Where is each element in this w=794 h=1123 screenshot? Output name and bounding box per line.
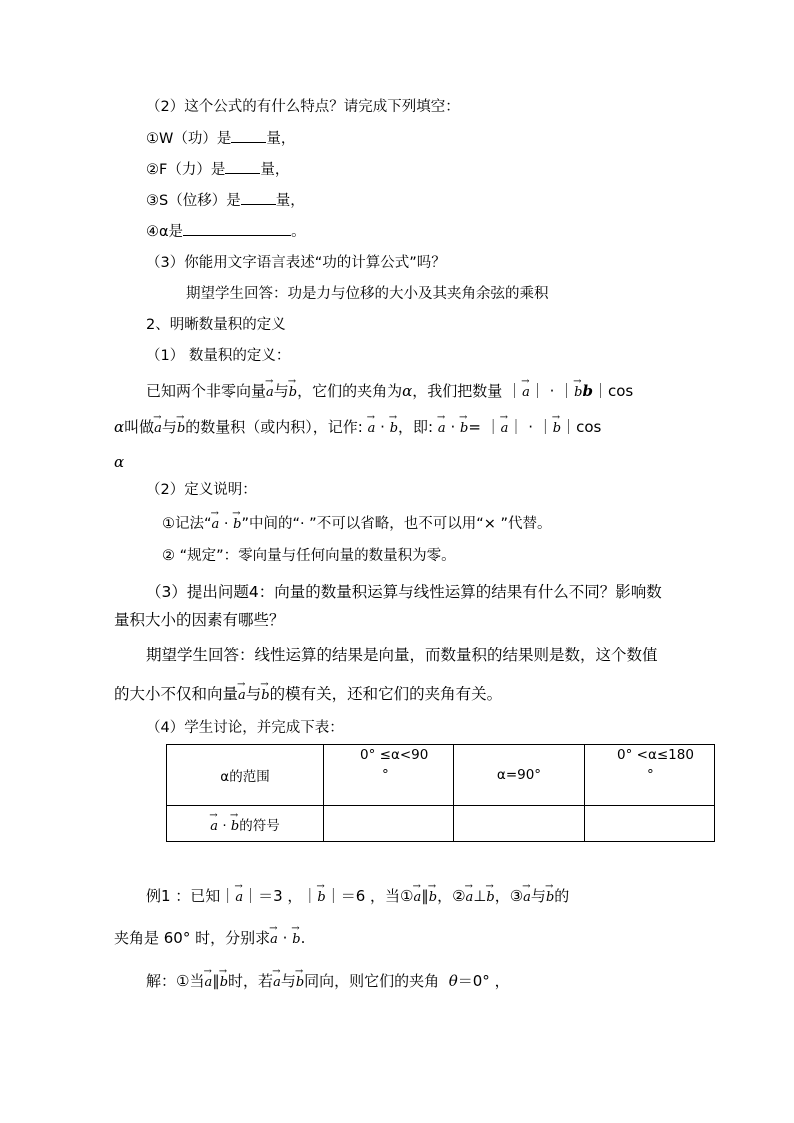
vector-b: → b <box>231 816 239 834</box>
text: ＝0° ， <box>457 972 510 990</box>
parallel-symbol: ∥ <box>421 887 429 905</box>
vector-a: → a <box>273 972 281 990</box>
text: . <box>300 929 306 947</box>
text: 与 <box>280 972 296 990</box>
vector-b: → b <box>317 887 325 905</box>
text: ”中间的“· ”不可以省略，也不可以用“× ”代替。 <box>241 516 552 532</box>
vector-b: → b <box>553 418 561 436</box>
definition-note-1 <box>162 514 551 534</box>
vector-a: → a <box>154 418 162 436</box>
text: ｜＝3 ，｜ <box>243 887 318 905</box>
vector-a: → a <box>235 887 243 905</box>
sign-cell-right[interactable] <box>454 806 585 842</box>
row-label-range <box>167 745 324 806</box>
alpha-symbol: α <box>402 382 413 400</box>
sign-cell-obtuse[interactable] <box>585 806 715 842</box>
range-acute <box>324 745 454 806</box>
definition-note-title: （2）定义说明： <box>146 482 257 498</box>
text: α的范围 <box>220 769 270 785</box>
vector-a: → a <box>368 418 376 436</box>
q2-force-line <box>146 159 289 180</box>
text: ①记法“ <box>162 516 212 532</box>
dot: · <box>450 418 456 436</box>
table-intro: （4）学生讨论，并完成下表： <box>146 720 344 736</box>
section-title: 2、明晰数量积的定义 <box>146 317 286 333</box>
definition-note-2: ② “规定”：零向量与任何向量的数量积为零。 <box>162 548 456 564</box>
vector-b: → b <box>292 929 300 947</box>
q2-alpha-line <box>146 221 306 242</box>
dot: · <box>380 418 385 436</box>
question-4-answer-1: 期望学生回答：线性运算的结果是向量，而数量积的结果则是数，这个数值 <box>146 646 658 664</box>
vector-b: → b <box>296 972 304 990</box>
q2-work-label: ①W（功）是 <box>146 131 232 147</box>
vector-b: → b <box>289 382 297 400</box>
text: 的模有关，还和它们的夹角有关。 <box>269 685 503 703</box>
vector-b: → b <box>574 382 582 400</box>
definition-subtitle: （1） 数量积的定义： <box>146 348 291 364</box>
vector-a: → a <box>413 887 421 905</box>
work-blank[interactable] <box>231 128 266 143</box>
question-4-line-1: （3）提出问题4：向量的数量积运算与线性运算的结果有什么不同？影响数 <box>146 583 662 601</box>
q3-question: （3）你能用文字语言表述“功的计算公式”吗？ <box>146 255 446 271</box>
q2-work-suffix: 量， <box>266 131 296 147</box>
definition-line-2 <box>114 417 601 437</box>
text: = ｜ <box>468 418 501 436</box>
table-row <box>167 745 715 806</box>
text: ｜ · ｜ <box>529 382 575 400</box>
text: 与 <box>161 418 177 436</box>
text: ，③ <box>494 887 524 905</box>
vector-b: → b <box>429 887 437 905</box>
definition-line-3 <box>114 452 124 472</box>
q2-displacement-label: ③S（位移）是 <box>146 193 241 209</box>
text: 例1 ：已知｜ <box>146 887 236 905</box>
vector-a: → a <box>210 816 218 834</box>
text: ｜cos <box>561 418 602 436</box>
text: ° <box>382 767 389 783</box>
perpendicular-symbol: ⊥ <box>473 887 487 905</box>
vector-b: → b <box>486 887 494 905</box>
text: 0° ≤α<90 <box>360 747 429 763</box>
vector-b: → b <box>390 418 398 436</box>
range-right <box>454 745 585 806</box>
vector-a: → a <box>501 418 509 436</box>
vector-b: → b <box>233 514 241 532</box>
vector-a: → a <box>204 972 212 990</box>
vector-b: → b <box>460 418 468 436</box>
question-4-answer-2 <box>114 684 502 704</box>
text: 的符号 <box>239 817 280 834</box>
text: ，② <box>437 887 466 905</box>
example-1-line-1 <box>146 886 569 906</box>
q2-force-label: ②F（力）是 <box>146 162 226 178</box>
vector-a: → a <box>522 382 530 400</box>
dot: · <box>223 516 229 532</box>
q2-force-suffix: 量， <box>260 162 290 178</box>
parallel-symbol: ∥ <box>212 972 220 990</box>
alpha-blank[interactable] <box>183 221 291 236</box>
text: 的 <box>554 887 570 905</box>
vector-b: → b <box>220 972 228 990</box>
force-blank[interactable] <box>225 159 260 174</box>
text: 与 <box>245 685 262 703</box>
vector-b: → b <box>177 418 185 436</box>
sign-cell-acute[interactable] <box>324 806 454 842</box>
text: ｜ · ｜ <box>508 418 553 436</box>
q2-work-line <box>146 128 295 149</box>
text: ，它们的夹角为 <box>297 382 403 400</box>
text: 已知两个非零向量 <box>146 382 267 400</box>
text: ，即: <box>398 418 434 436</box>
alpha-symbol: α <box>114 453 125 471</box>
text: α=90° <box>496 767 542 783</box>
text: 同向，则它们的夹角 <box>304 972 440 990</box>
text: 0° <α≤180 <box>617 747 694 763</box>
text: ｜cos <box>592 382 634 400</box>
text: 与 <box>530 887 546 905</box>
row-label-sign <box>167 806 324 842</box>
text: ｜＝6 ，当① <box>325 887 414 905</box>
vector-a: → a <box>238 685 246 703</box>
vector-a: → a <box>270 929 278 947</box>
text: 时，若 <box>228 972 274 990</box>
q2-alpha-suffix: 。 <box>291 224 306 240</box>
text: 夹角是 60° 时，分别求 <box>114 929 271 947</box>
text: ，我们把数量 ｜ <box>412 382 523 400</box>
dot: · <box>282 929 288 947</box>
q3-answer: 期望学生回答：功是力与位移的大小及其夹角余弦的乘积 <box>186 286 549 302</box>
theta-symbol: θ <box>448 972 458 990</box>
range-obtuse <box>585 745 715 806</box>
vector-b: → b <box>546 887 554 905</box>
sign-table <box>166 744 715 842</box>
vector-a: → a <box>266 382 274 400</box>
text: ° <box>647 767 654 783</box>
text: 叫做 <box>124 418 155 436</box>
solution-line <box>146 971 510 991</box>
vector-b: → b <box>261 685 269 703</box>
text: 的数量积（或内积），记作: <box>185 418 363 436</box>
question-4-line-2: 量积大小的因素有哪些？ <box>114 611 285 629</box>
dot: · <box>222 817 227 834</box>
vector-a: → a <box>212 514 220 532</box>
q2-question: （2）这个公式的有什么特点？请完成下列填空： <box>146 99 460 115</box>
vector-a: → a <box>466 887 474 905</box>
definition-line-1 <box>146 381 633 401</box>
text: 与 <box>273 382 289 400</box>
displacement-blank[interactable] <box>241 190 276 205</box>
text: 的大小不仅和向量 <box>114 685 239 703</box>
alpha-symbol: α <box>114 418 125 436</box>
table-row <box>167 806 715 842</box>
text: 解：①当 <box>146 972 205 990</box>
vector-b-bold: b <box>582 382 593 400</box>
example-1-line-2 <box>114 928 305 948</box>
vector-a: → a <box>438 418 446 436</box>
q2-displacement-suffix: 量， <box>275 193 305 209</box>
q2-displacement-line <box>146 190 305 211</box>
vector-a: → a <box>523 887 531 905</box>
q2-alpha-label: ④α是 <box>146 224 184 240</box>
